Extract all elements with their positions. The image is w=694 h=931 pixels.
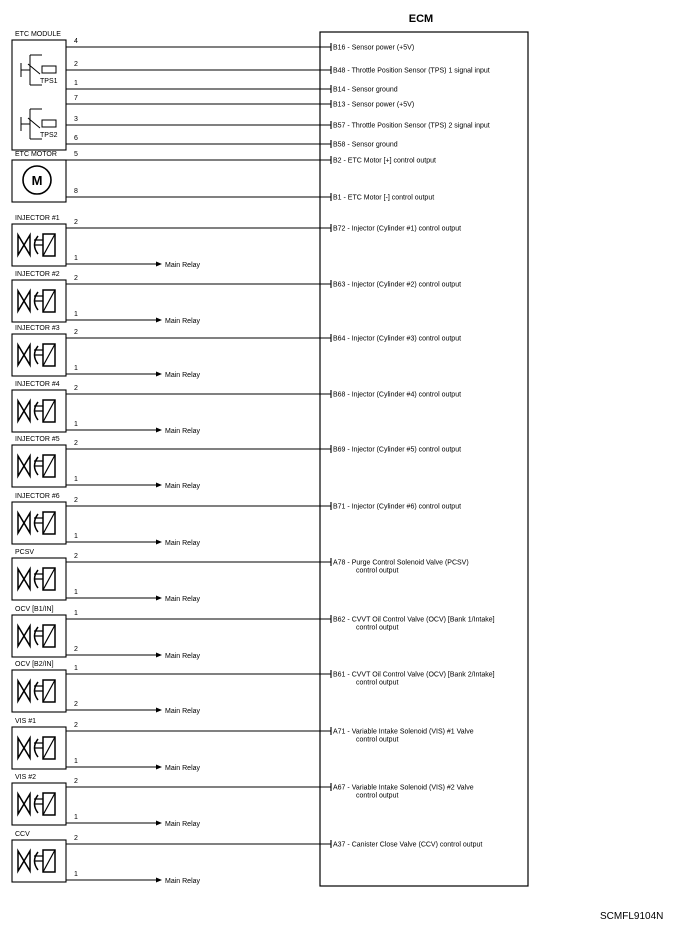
ecm-pin-desc: A71 - Variable Intake Solenoid (VIS) #1 Valve [333,728,474,736]
ecm-pin-desc: B63 - Injector (Cylinder #2) control output [333,281,462,289]
etc-wire-b58 [66,135,398,149]
etc-motor-label: ETC MOTOR [15,151,57,158]
component-a78 [12,549,469,603]
component-label: VIS #1 [15,718,37,725]
signal-pin-number: 2 [74,440,78,447]
relay-pin-number: 1 [74,255,78,262]
arrow-right-icon [156,653,162,658]
solenoid-valve-icon [18,680,55,702]
etc-motor-icon [23,166,51,194]
relay-pin-number: 1 [74,421,78,428]
ecm-pin-desc: B64 - Injector (Cylinder #3) control output [333,335,462,343]
arrow-right-icon [156,483,162,488]
ecm-pin-desc-line2: control output [356,624,399,632]
component-label: INJECTOR #5 [15,436,60,443]
ecm-pin-desc: B2 - ETC Motor [+] control output [333,157,436,165]
ecm-pin-desc-line2: control output [356,679,399,687]
tps2-label: TPS2 [40,132,58,139]
relay-pin-number: 1 [74,533,78,540]
main-relay-label: Main Relay [165,821,201,828]
ecm-pin-desc: B71 - Injector (Cylinder #6) control output [333,503,462,511]
ecm-pin-desc: B72 - Injector (Cylinder #1) control output [333,225,462,233]
arrow-right-icon [156,540,162,545]
component-label: VIS #2 [15,774,37,781]
etc-wire-b14 [66,80,398,94]
main-relay-label: Main Relay [165,765,201,772]
arrow-right-icon [156,878,162,883]
main-relay-label: Main Relay [165,596,201,603]
solenoid-valve-icon [18,234,55,256]
etc-pin-number: 3 [74,116,78,123]
signal-pin-number: 2 [74,219,78,226]
signal-pin-number: 1 [74,610,78,617]
component-label: OCV [B1/IN] [15,606,54,613]
ecm-pin-desc: A67 - Variable Intake Solenoid (VIS) #2 Valve [333,784,474,792]
relay-pin-number: 1 [74,365,78,372]
ecm-pin-desc: B58 - Sensor ground [333,141,398,149]
component-label: INJECTOR #4 [15,381,60,388]
solenoid-valve-icon [18,400,55,422]
component-a67 [12,774,474,828]
solenoid-valve-icon [18,568,55,590]
etc-wire-b2 [66,151,436,165]
relay-pin-number: 2 [74,646,78,653]
etc-wire-b48 [66,61,490,75]
ecm-pin-desc: B57 - Throttle Position Sensor (TPS) 2 signal input [333,122,490,130]
etc-wire-b16 [66,38,414,52]
ecm-pin-desc: B1 - ETC Motor [-] control output [333,194,435,202]
signal-pin-number: 2 [74,722,78,729]
solenoid-valve-icon [18,625,55,647]
etc-pin-number: 1 [74,80,78,87]
arrow-right-icon [156,262,162,267]
main-relay-label: Main Relay [165,540,201,547]
signal-pin-number: 2 [74,329,78,336]
component-b63 [12,271,461,325]
component-label: CCV [15,831,30,838]
ecm-pin-desc: B13 - Sensor power (+5V) [333,101,415,109]
component-b68 [12,381,461,435]
etc-pin-number: 7 [74,95,78,102]
component-b61 [12,661,495,715]
main-relay-label: Main Relay [165,483,201,490]
signal-pin-number: 1 [74,665,78,672]
component-b71 [12,493,461,547]
svg-text:M: M [31,173,43,188]
ecm-title: ECM [408,13,434,25]
ecm-pin-desc: B62 - CVVT Oil Control Valve (OCV) [Bank 1/Intake] [333,616,495,624]
ecm-pin-desc: B16 - Sensor power (+5V) [333,44,415,52]
ecm-pin-desc: A37 - Canister Close Valve (CCV) control output [333,841,483,849]
component-b62 [12,606,495,660]
relay-pin-number: 1 [74,871,78,878]
solenoid-valve-icon [18,455,55,477]
ecm-pin-desc-line2: control output [356,567,399,575]
component-a37 [12,831,482,885]
main-relay-label: Main Relay [165,708,201,715]
etc-pin-number: 4 [74,38,78,45]
solenoid-valve-icon [18,737,55,759]
ecm-pin-desc: B69 - Injector (Cylinder #5) control output [333,446,462,454]
etc-module-label: ETC MODULE [15,31,61,38]
signal-pin-number: 2 [74,275,78,282]
main-relay-label: Main Relay [165,878,201,885]
etc-wire-b1 [66,188,434,202]
component-label: OCV [B2/IN] [15,661,54,668]
arrow-right-icon [156,372,162,377]
signal-pin-number: 2 [74,778,78,785]
solenoid-valve-icon [18,290,55,312]
relay-pin-number: 1 [74,589,78,596]
arrow-right-icon [156,596,162,601]
etc-pin-number: 5 [74,151,78,158]
tps1-label: TPS1 [40,78,58,85]
relay-pin-number: 1 [74,758,78,765]
relay-pin-number: 1 [74,814,78,821]
component-b69 [12,436,461,490]
etc-module-box [12,40,66,150]
arrow-right-icon [156,765,162,770]
solenoid-valve-icon [18,512,55,534]
solenoid-valve-icon [18,344,55,366]
arrow-right-icon [156,428,162,433]
figure-code: SCMFL9104N [600,911,664,922]
main-relay-label: Main Relay [165,372,201,379]
signal-pin-number: 2 [74,497,78,504]
component-label: PCSV [15,549,35,556]
arrow-right-icon [156,318,162,323]
signal-pin-number: 2 [74,835,78,842]
signal-pin-number: 2 [74,385,78,392]
main-relay-label: Main Relay [165,262,201,269]
component-label: INJECTOR #3 [15,325,60,332]
etc-pin-number: 2 [74,61,78,68]
ecm-pin-desc: B48 - Throttle Position Sensor (TPS) 1 signal input [333,67,490,75]
components-group [12,215,495,885]
ecm-pin-desc: B61 - CVVT Oil Control Valve (OCV) [Bank 2/Intake] [333,671,495,679]
main-relay-label: Main Relay [165,428,201,435]
ecm-pin-desc-line2: control output [356,736,399,744]
etc-module-group [12,31,490,202]
component-label: INJECTOR #1 [15,215,60,222]
component-a71 [12,718,474,772]
component-b64 [12,325,461,379]
signal-pin-number: 2 [74,553,78,560]
relay-pin-number: 1 [74,311,78,318]
etc-pin-number: 6 [74,135,78,142]
etc-wire-b13 [66,95,414,109]
relay-pin-number: 1 [74,476,78,483]
arrow-right-icon [156,821,162,826]
ecm-pin-desc-line2: control output [356,792,399,800]
main-relay-label: Main Relay [165,653,201,660]
component-b72 [12,215,461,269]
etc-wire-b57 [66,116,490,130]
ecm-pin-desc: B14 - Sensor ground [333,86,398,94]
solenoid-valve-icon [18,793,55,815]
ecm-pin-desc: A78 - Purge Control Solenoid Valve (PCSV) [333,559,469,567]
component-label: INJECTOR #2 [15,271,60,278]
ecm-pin-desc: B68 - Injector (Cylinder #4) control output [333,391,462,399]
etc-pin-number: 8 [74,188,78,195]
relay-pin-number: 2 [74,701,78,708]
solenoid-valve-icon [18,850,55,872]
component-label: INJECTOR #6 [15,493,60,500]
arrow-right-icon [156,708,162,713]
main-relay-label: Main Relay [165,318,201,325]
